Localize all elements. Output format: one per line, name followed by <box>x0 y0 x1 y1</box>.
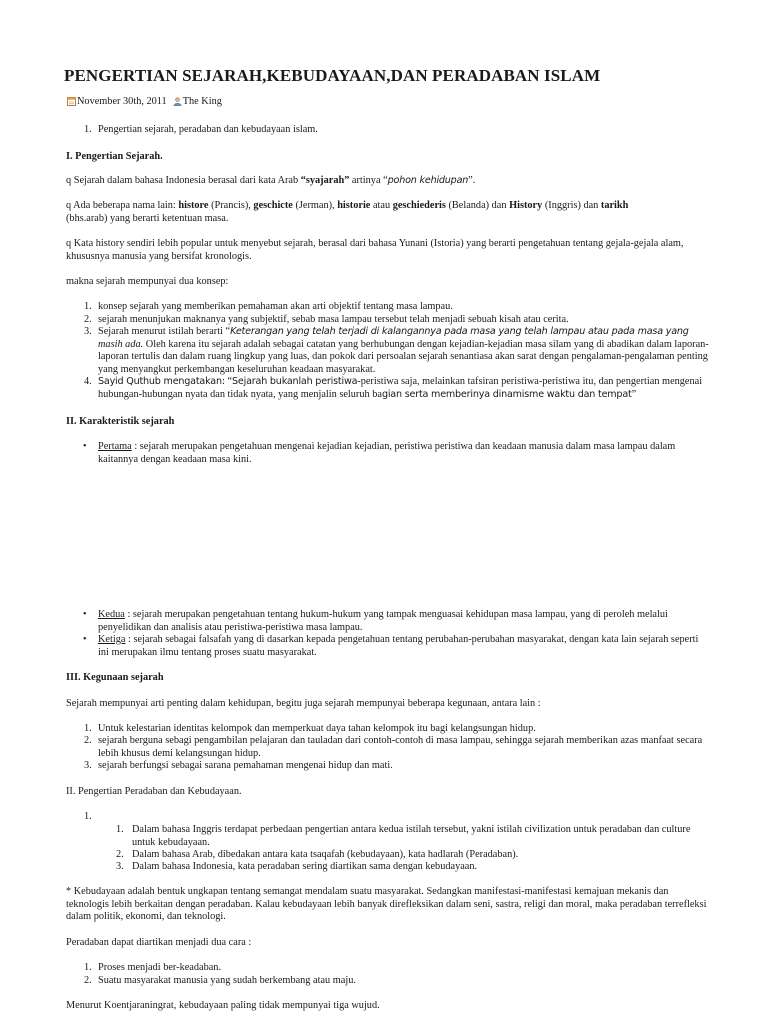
list-item-konsep-4 <box>98 376 710 401</box>
text-run: historie <box>337 200 371 211</box>
text-run: “syajarah” <box>300 175 350 186</box>
bullet-glyph: • <box>83 634 87 645</box>
text-run: : sejarah merupakan pengetahuan tentang hukum-hukum yang tampak menguasai kehidupan masa lampau, yang di peroleh melalui penyelidikan dan analisis atau peristiwa-peristiwa masa lampau. <box>98 609 668 633</box>
section-heading-peradaban: II. Pengertian Peradaban dan Kebudayaan. <box>66 786 242 797</box>
text-run: Oleh karena itu sejarah adalah sebagai catatan yang berhubungan dengan kejadian-kejadian masa silam yang di abadikan dalam laporan-laporan tertulis dan dalam ruang lingkup yang luas, dan pokok dari persoalan sejarah senantiasa akan sarat dengan pengalaman-pengalaman penting yang menyangkut perkembangan keseluruhan keadaan masyarakat. <box>98 338 709 375</box>
list-item-konsep-2: sejarah menunjukan maknanya yang subjektif, sebab masa lampau tersebut telah menjadi sebuah kisah atau cerita. <box>98 314 569 325</box>
list-number: 1. <box>84 124 92 135</box>
list-number: 1. <box>84 301 92 312</box>
list-number: 2. <box>84 975 92 986</box>
bullet-glyph: • <box>83 609 87 620</box>
list-item-cara-1: Proses menjadi ber-keadaban. <box>98 962 222 973</box>
text-run: q Ada beberapa nama lain: <box>66 200 179 211</box>
list-item-kegunaan-1: Untuk kelestarian identitas kelompok dan memperkuat daya tahan kelompok itu bagi kelangsungan hidup. <box>98 723 536 734</box>
list-number: 1. <box>84 962 92 973</box>
list-number: 2. <box>116 849 124 860</box>
text-run: masih ada. <box>98 338 144 350</box>
text-run: atau <box>370 200 393 211</box>
paragraph-kegunaan-intro: Sejarah mempunyai arti penting dalam kehidupan, begitu juga sejarah mempunyai beberapa kegunaan, antara lain : <box>66 698 541 709</box>
nested-item-2: Dalam bahasa Arab, dibedakan antara kata tsaqafah (kebudayaan), kata hadlarah (Peradaban). <box>132 849 519 860</box>
list-number: 2. <box>84 314 92 325</box>
nested-item-1: Dalam bahasa Inggris terdapat perbedaan pengertian antara kedua istilah tersebut, yakni istilah civilization untuk peradaban dan culture untuk kebudayaan. <box>132 824 691 848</box>
section-heading-karakteristik: II. Karakteristik sejarah <box>66 416 175 427</box>
post-date: November 30th, 2011 <box>77 96 167 107</box>
text-run: tarikh <box>600 200 629 211</box>
text-run: pohon kehidupan <box>387 175 469 186</box>
list-number: 3. <box>84 760 92 771</box>
post-author: The King <box>182 96 222 107</box>
paragraph-q1 <box>66 175 708 188</box>
text-run: (Inggris) dan <box>542 200 601 211</box>
list-item-konsep-1: konsep sejarah yang memberikan pemahaman akan arti objektif tentang masa lampau. <box>98 301 453 312</box>
bullet-glyph: • <box>83 441 87 452</box>
text-run: ”. <box>468 175 476 186</box>
text-run: Sejarah bukanlah peristiwa <box>232 376 358 387</box>
text-run: ” <box>631 388 637 400</box>
text-run: q Sejarah dalam bahasa Indonesia berasal dari kata Arab <box>66 175 301 186</box>
text-run: -peristiwa saja, melainkan tafsiran peristiwa-peristiwa itu, dan pengertian mengenai hubungan-hubungan nyata dan tidak nyata, yang menjalin seluruh ba <box>98 376 703 400</box>
page-title: PENGERTIAN SEJARAH,KEBUDAYAAN,DAN PERADABAN ISLAM <box>64 66 601 85</box>
text-run: “ <box>224 376 233 387</box>
list-item-kegunaan-2: sejarah berguna sebagi pengambilan pelajaran dan tauladan dari contoh-contoh di masa lampau, sehingga sejarah memberikan azas manfaat secara lebih khusus demi kelangsungan hidup. <box>98 735 703 759</box>
list-number: 3. <box>116 861 124 872</box>
list-item-ketiga <box>98 634 710 659</box>
list-item-konsep-3 <box>98 326 710 376</box>
user-icon <box>173 97 182 106</box>
calendar-icon <box>67 97 76 106</box>
text-run: (Jerman), <box>292 200 338 211</box>
section-heading-pengertian-sejarah: I. Pengertian Sejarah. <box>66 151 163 162</box>
list-number: 2. <box>84 735 92 746</box>
paragraph-kebudayaan: * Kebudayaan adalah bentuk ungkapan tentang semangat mendalam suatu masyarakat. Sedangkan manifestasi-manifestasi kemajuan mekanis dan teknologis lebih berkaitan dengan peradaban. Kalau kebudayaan lebih banyak direfleksikan dalam seni, sastra, religi dan moral, maka peradaban terrefleksi dalam politik, ekonomi, dan teknologi. <box>66 886 707 922</box>
paragraph-q2 <box>66 200 708 225</box>
paragraph-q3: q Kata history sendiri lebih popular untuk menyebut sejarah, berasal dari bahasa Yunani (Istoria) yang berarti pengetahuan tentang gejala-gejala alam, khususnya manusia yang bersifat kronologis. <box>66 238 684 262</box>
text-run: Pertama <box>98 441 132 452</box>
list-number: 1. <box>116 824 124 835</box>
intro-list-item: Pengertian sejarah, peradaban dan kebudayaan islam. <box>98 124 318 135</box>
text-run: : sejarah merupakan pengetahuan mengenai kejadian kejadian, peristiwa peristiwa dan keadaan manusia dalam masa lampau dalam kaitannya dengan keadaan masa kini. <box>98 441 676 465</box>
section-heading-kegunaan: III. Kegunaan sejarah <box>66 672 164 683</box>
text-run: gian serta memberinya dinamisme waktu dan tempat <box>381 388 632 400</box>
post-meta <box>67 96 222 107</box>
list-number: 4. <box>84 376 92 387</box>
text-run: : sejarah sebagai falsafah yang di dasarkan kepada pengetahuan tentang perubahan-perubahan masyarakat, dengan kata lain sejarah seperti ini merupakan ilmu tentang proses suatu masyarakat. <box>98 634 699 658</box>
list-item-cara-2: Suatu masyarakat manusia yang sudah berkembang atau maju. <box>98 975 356 986</box>
text-run: Ketiga <box>98 634 126 645</box>
nested-item-3: Dalam bahasa Indonesia, kata peradaban sering diartikan sama dengan kebudayaan. <box>132 861 478 872</box>
text-run: geschiederis <box>392 200 446 211</box>
text-run: Kedua <box>98 609 125 620</box>
text-run: histore <box>178 200 209 211</box>
text-run: artinya “ <box>349 175 388 186</box>
paragraph-konsep-intro: makna sejarah mempunyai dua konsep: <box>66 276 229 287</box>
paragraph-peradaban-intro: Peradaban dapat diartikan menjadi dua cara : <box>66 937 252 948</box>
text-run: Sayid Quthub mengatakan: <box>98 376 225 387</box>
text-run: History <box>509 200 543 211</box>
list-item-kedua <box>98 609 710 634</box>
text-run: (bhs.arab) yang berarti ketentuan masa. <box>66 212 229 224</box>
list-number: 1. <box>84 811 92 822</box>
list-number: 1. <box>84 723 92 734</box>
list-item-kegunaan-3: sejarah berfungsi sebagai sarana pemahaman mengenai hidup dan mati. <box>98 760 393 771</box>
text-run: (Belanda) dan <box>445 200 510 211</box>
text-run: Keterangan yang telah terjadi di kalangannya pada masa yang telah lampau atau pada masa yang <box>230 326 689 337</box>
text-run: Sejarah menurut istilah berarti “ <box>98 326 231 337</box>
list-item-pertama <box>98 441 710 466</box>
text-run: (Prancis), <box>208 200 254 211</box>
list-number: 3. <box>84 326 92 337</box>
text-run: geschicte <box>253 200 293 211</box>
paragraph-koentjaraningrat: Menurut Koentjaraningrat, kebudayaan paling tidak mempunyai tiga wujud. <box>66 1000 380 1011</box>
